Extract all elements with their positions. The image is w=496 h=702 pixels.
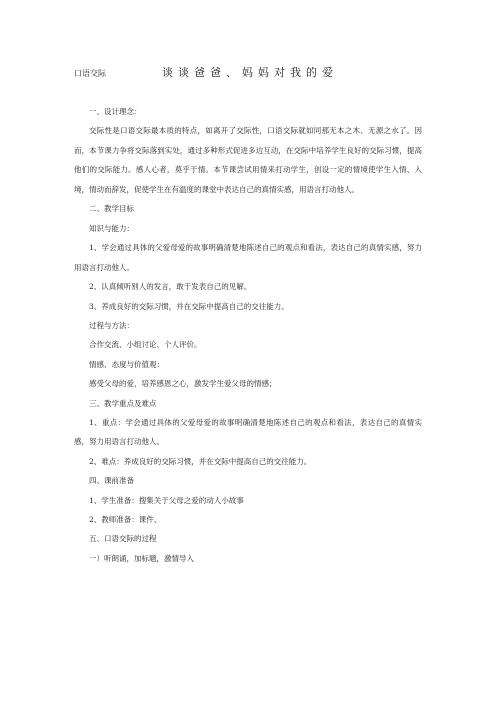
paragraph: 2、教师准备：课件、 [89, 515, 162, 525]
paragraph: 一、设计理念： [89, 107, 142, 116]
document-body [74, 106, 422, 572]
paragraph: 交际性是口语交际最本质的特点，如离开了交际性，口语交际就如同那无本之木、无源之水了。因而，本节课力争将交际落到实处，通过多种形式促进多边互动，在交际中培养学生良好的交际习惯，提高他们的交际能力。感人心者，莫乎于情。本节课尝试用情来打动学生，创设一定的情境使学生入情、入境，情动而辞发，促使学生在有温度的课堂中表达自己的真情实感，用语言打动他人。 [74, 126, 422, 194]
paragraph: 情感、态度与价值观： [89, 359, 164, 369]
paragraph: 感受父母的爱，培养感恩之心，激发学生爱父母的情感； [89, 379, 277, 389]
section-tag: 口语交际 [74, 69, 106, 78]
document-title: 谈谈爸爸、妈妈对我的爱 [162, 66, 338, 79]
paragraph: 1、学生准备：搜集关于父母之爱的动人小故事 [89, 495, 244, 505]
paragraph: 三、教学重点及难点 [89, 398, 157, 408]
paragraph: 四、课前准备 [89, 476, 134, 486]
paragraph: 2、难点：养成良好的交际习惯，并在交际中提高自己的交往能力。 [89, 456, 312, 466]
paragraph: 一）听朗诵，加标题，激情导入 [89, 553, 194, 563]
paragraph: 二、教学目标 [89, 204, 134, 214]
paragraph: 知识与能力： [89, 223, 134, 233]
paragraph: 合作交流、小组讨论、个人评价。 [89, 340, 202, 350]
paragraph: 1、学会通过具体的父爱母爱的故事明确清楚地陈述自己的观点和看法，表达自己的真情实感，努力用语言打动他人。 [74, 243, 422, 272]
paragraph: 2、认真倾听别人的发言，敢于发表自己的见解。 [89, 282, 252, 292]
paragraph: 1、重点：学会通过具体的父爱母爱的故事明确清楚地陈述自己的观点和看法，表达自己的真情实感，努力用语言打动他人。 [74, 417, 422, 447]
document-header [74, 66, 474, 82]
paragraph: 五、口语交际的过程 [89, 534, 157, 544]
paragraph: 3、养成良好的交际习惯，并在交际中提高自己的交往能力。 [89, 301, 289, 311]
paragraph: 过程与方法： [89, 320, 134, 330]
